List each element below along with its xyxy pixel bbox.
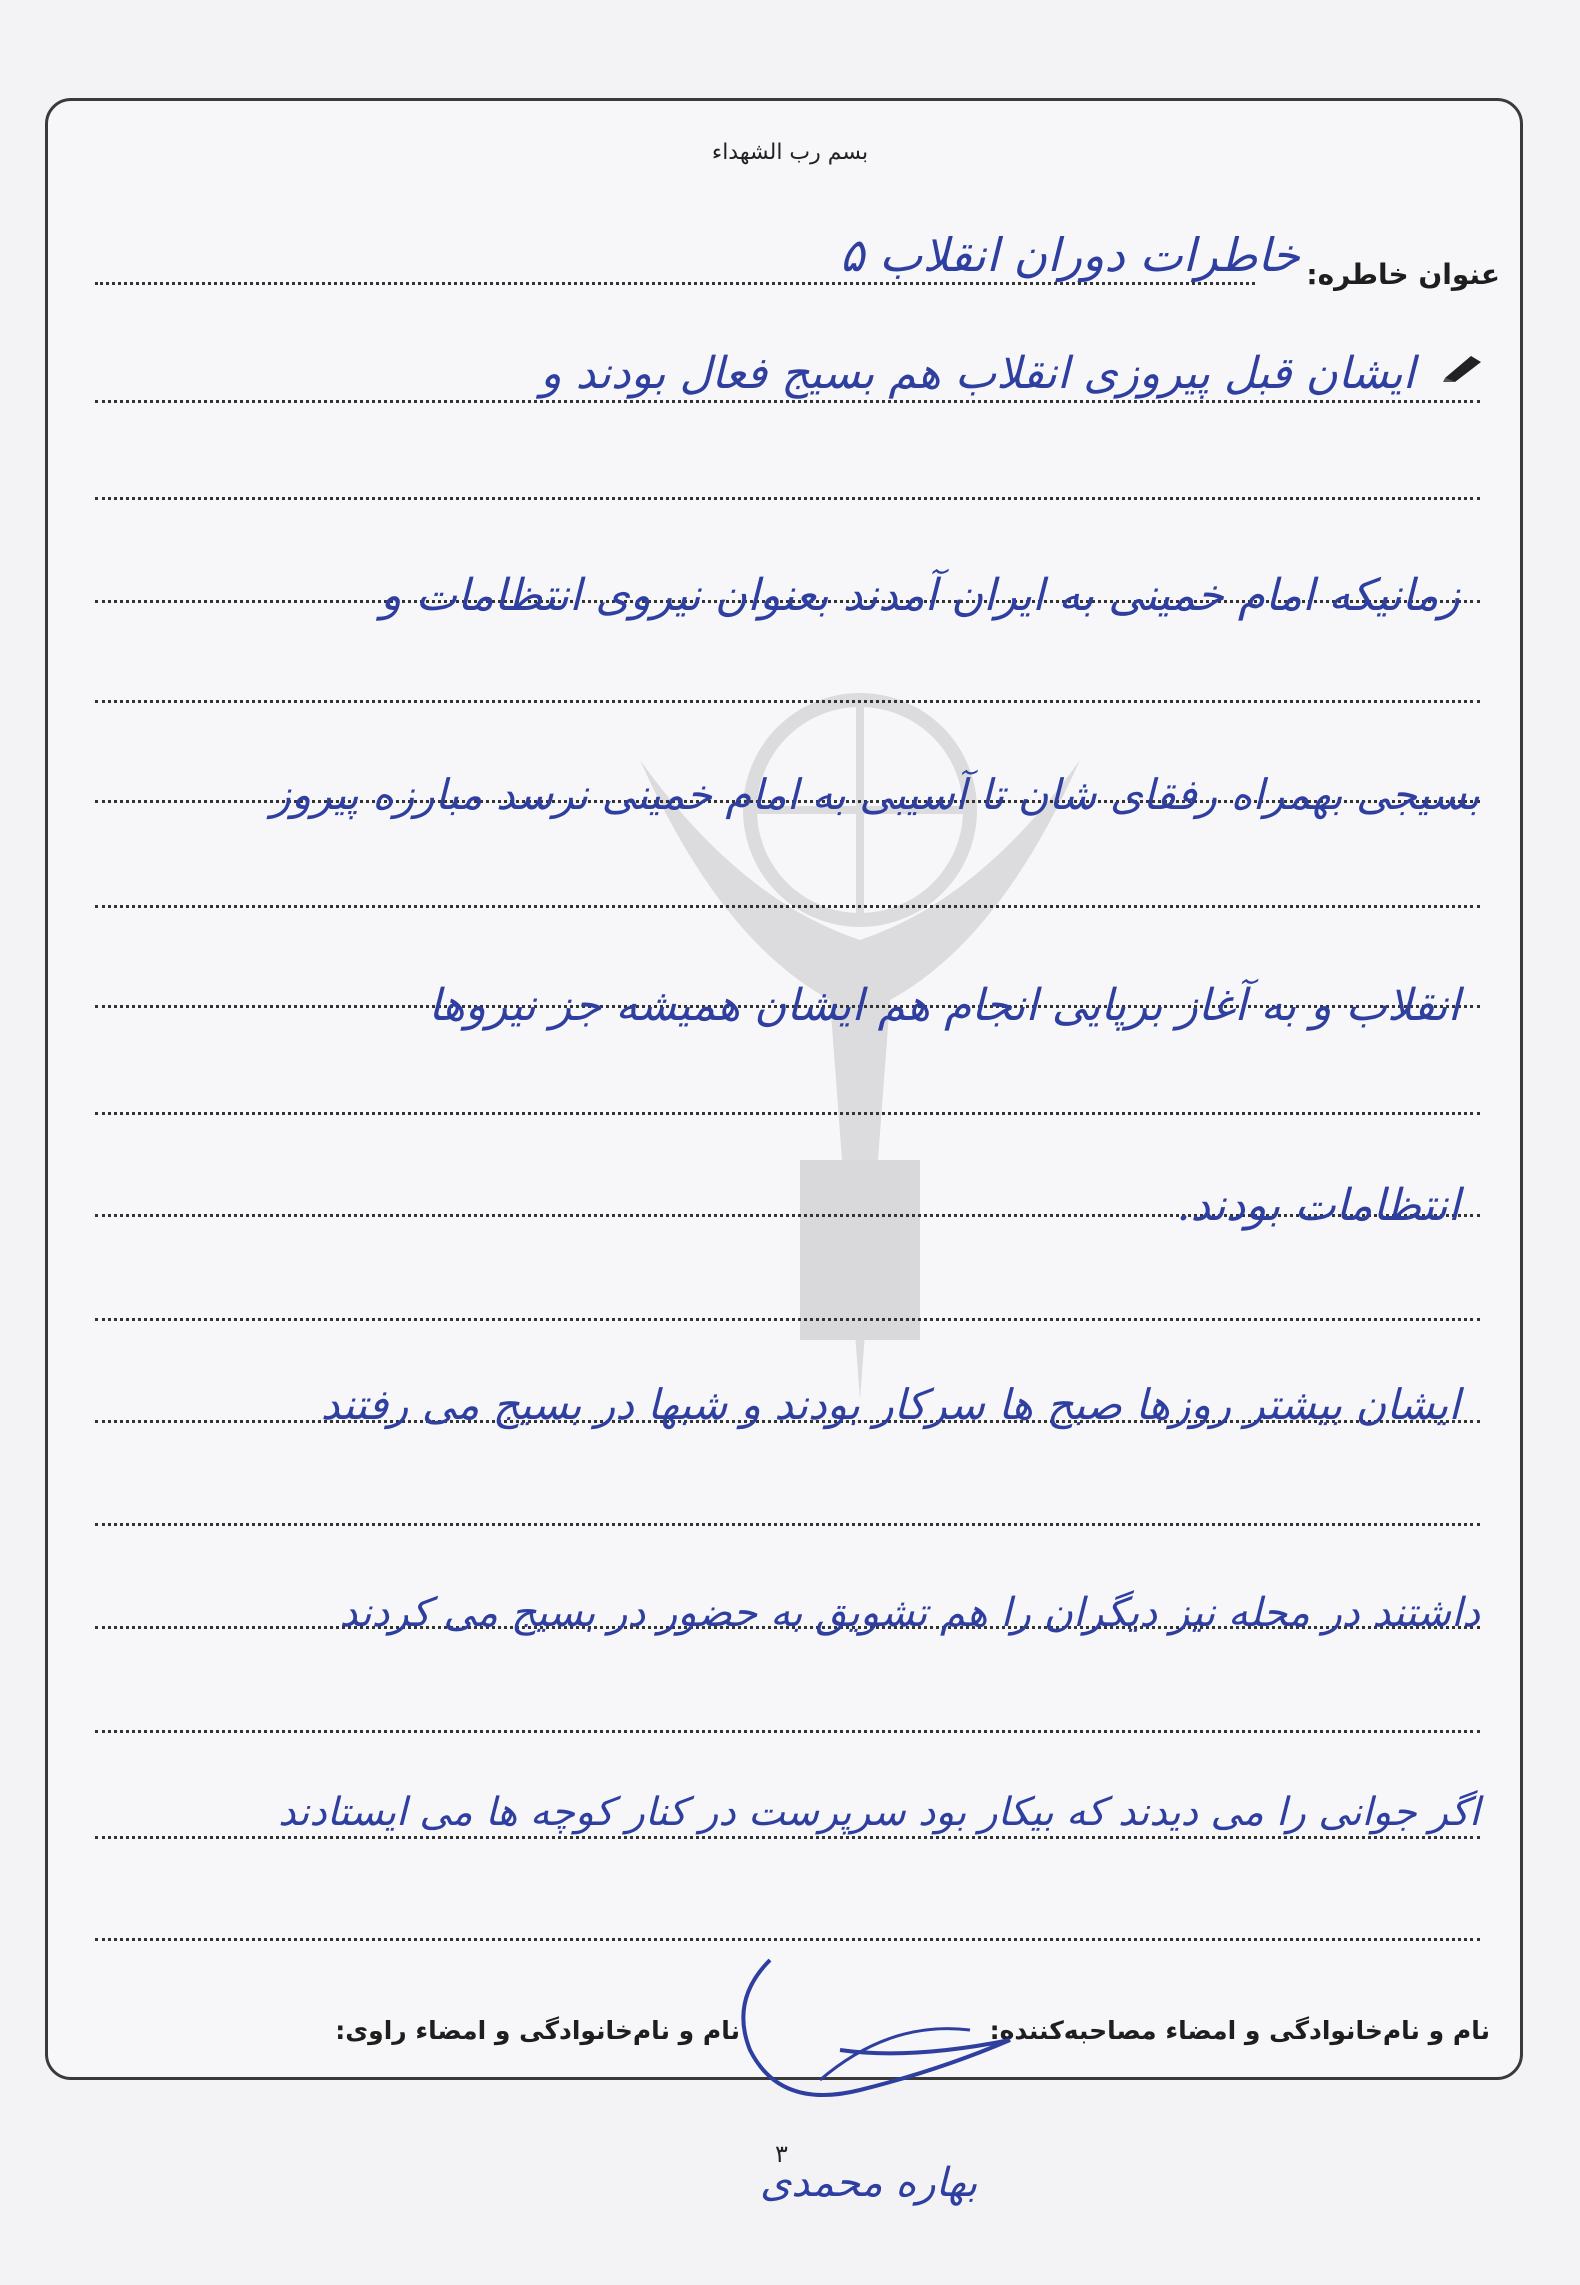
page-number: ۳ [775,2140,788,2168]
dotted-line [95,497,1480,500]
narrator-handwritten-name: بهاره محمدی [760,2160,978,2206]
title-dotted-line [95,282,1255,285]
handwritten-line: ایشان قبل پیروزی انقلاب هم بسیج فعال بودند و [540,348,1415,399]
handwritten-line: انتظامات بودند. [1176,1180,1460,1231]
pencil-icon [1441,352,1485,382]
dotted-line [95,700,1480,703]
handwritten-line: بسیجی بهمراه رفقای شان تا آسیبی به امام خمینی نرسد مبارزه پیروز [270,770,1480,819]
memory-title-value: خاطرات دوران انقلاب ۵ [839,228,1300,282]
basmala-header: بسم رب الشهداء [711,140,869,165]
interviewer-signature-label: نام و نام‌خانوادگی و امضاء مصاحبه‌کننده: [989,2016,1490,2045]
handwritten-line: زمانیکه امام خمینی به ایران آمدند بعنوان نیروی انتظامات و [380,570,1460,621]
dotted-line [95,1836,1480,1839]
dotted-line [95,905,1480,908]
dotted-line [95,1730,1480,1733]
narrator-signature-label: نام و نام‌خانوادگی و امضاء راوی: [335,2016,740,2045]
handwritten-line: انقلاب و به آغاز برپایی انجام هم ایشان همیشه جز نیروها [428,980,1460,1031]
handwritten-line: داشتند در محله نیز دیگران را هم تشویق به حضور در بسیج می کردند [339,1590,1480,1636]
handwritten-line: اگر جوانی را می دیدند که بیکار بود سرپرست در کنار کوچه ها می ایستادند [278,1790,1480,1835]
dotted-line [95,1112,1480,1115]
handwritten-signature [710,1940,1050,2180]
dotted-line [95,400,1480,403]
dotted-line [95,1523,1480,1526]
handwritten-line: ایشان بیشتر روزها صبح ها سرکار بودند و شبها در بسیج می رفتند [320,1380,1460,1429]
dotted-line [95,1318,1480,1321]
memory-title-label: عنوان خاطره: [1306,258,1500,291]
